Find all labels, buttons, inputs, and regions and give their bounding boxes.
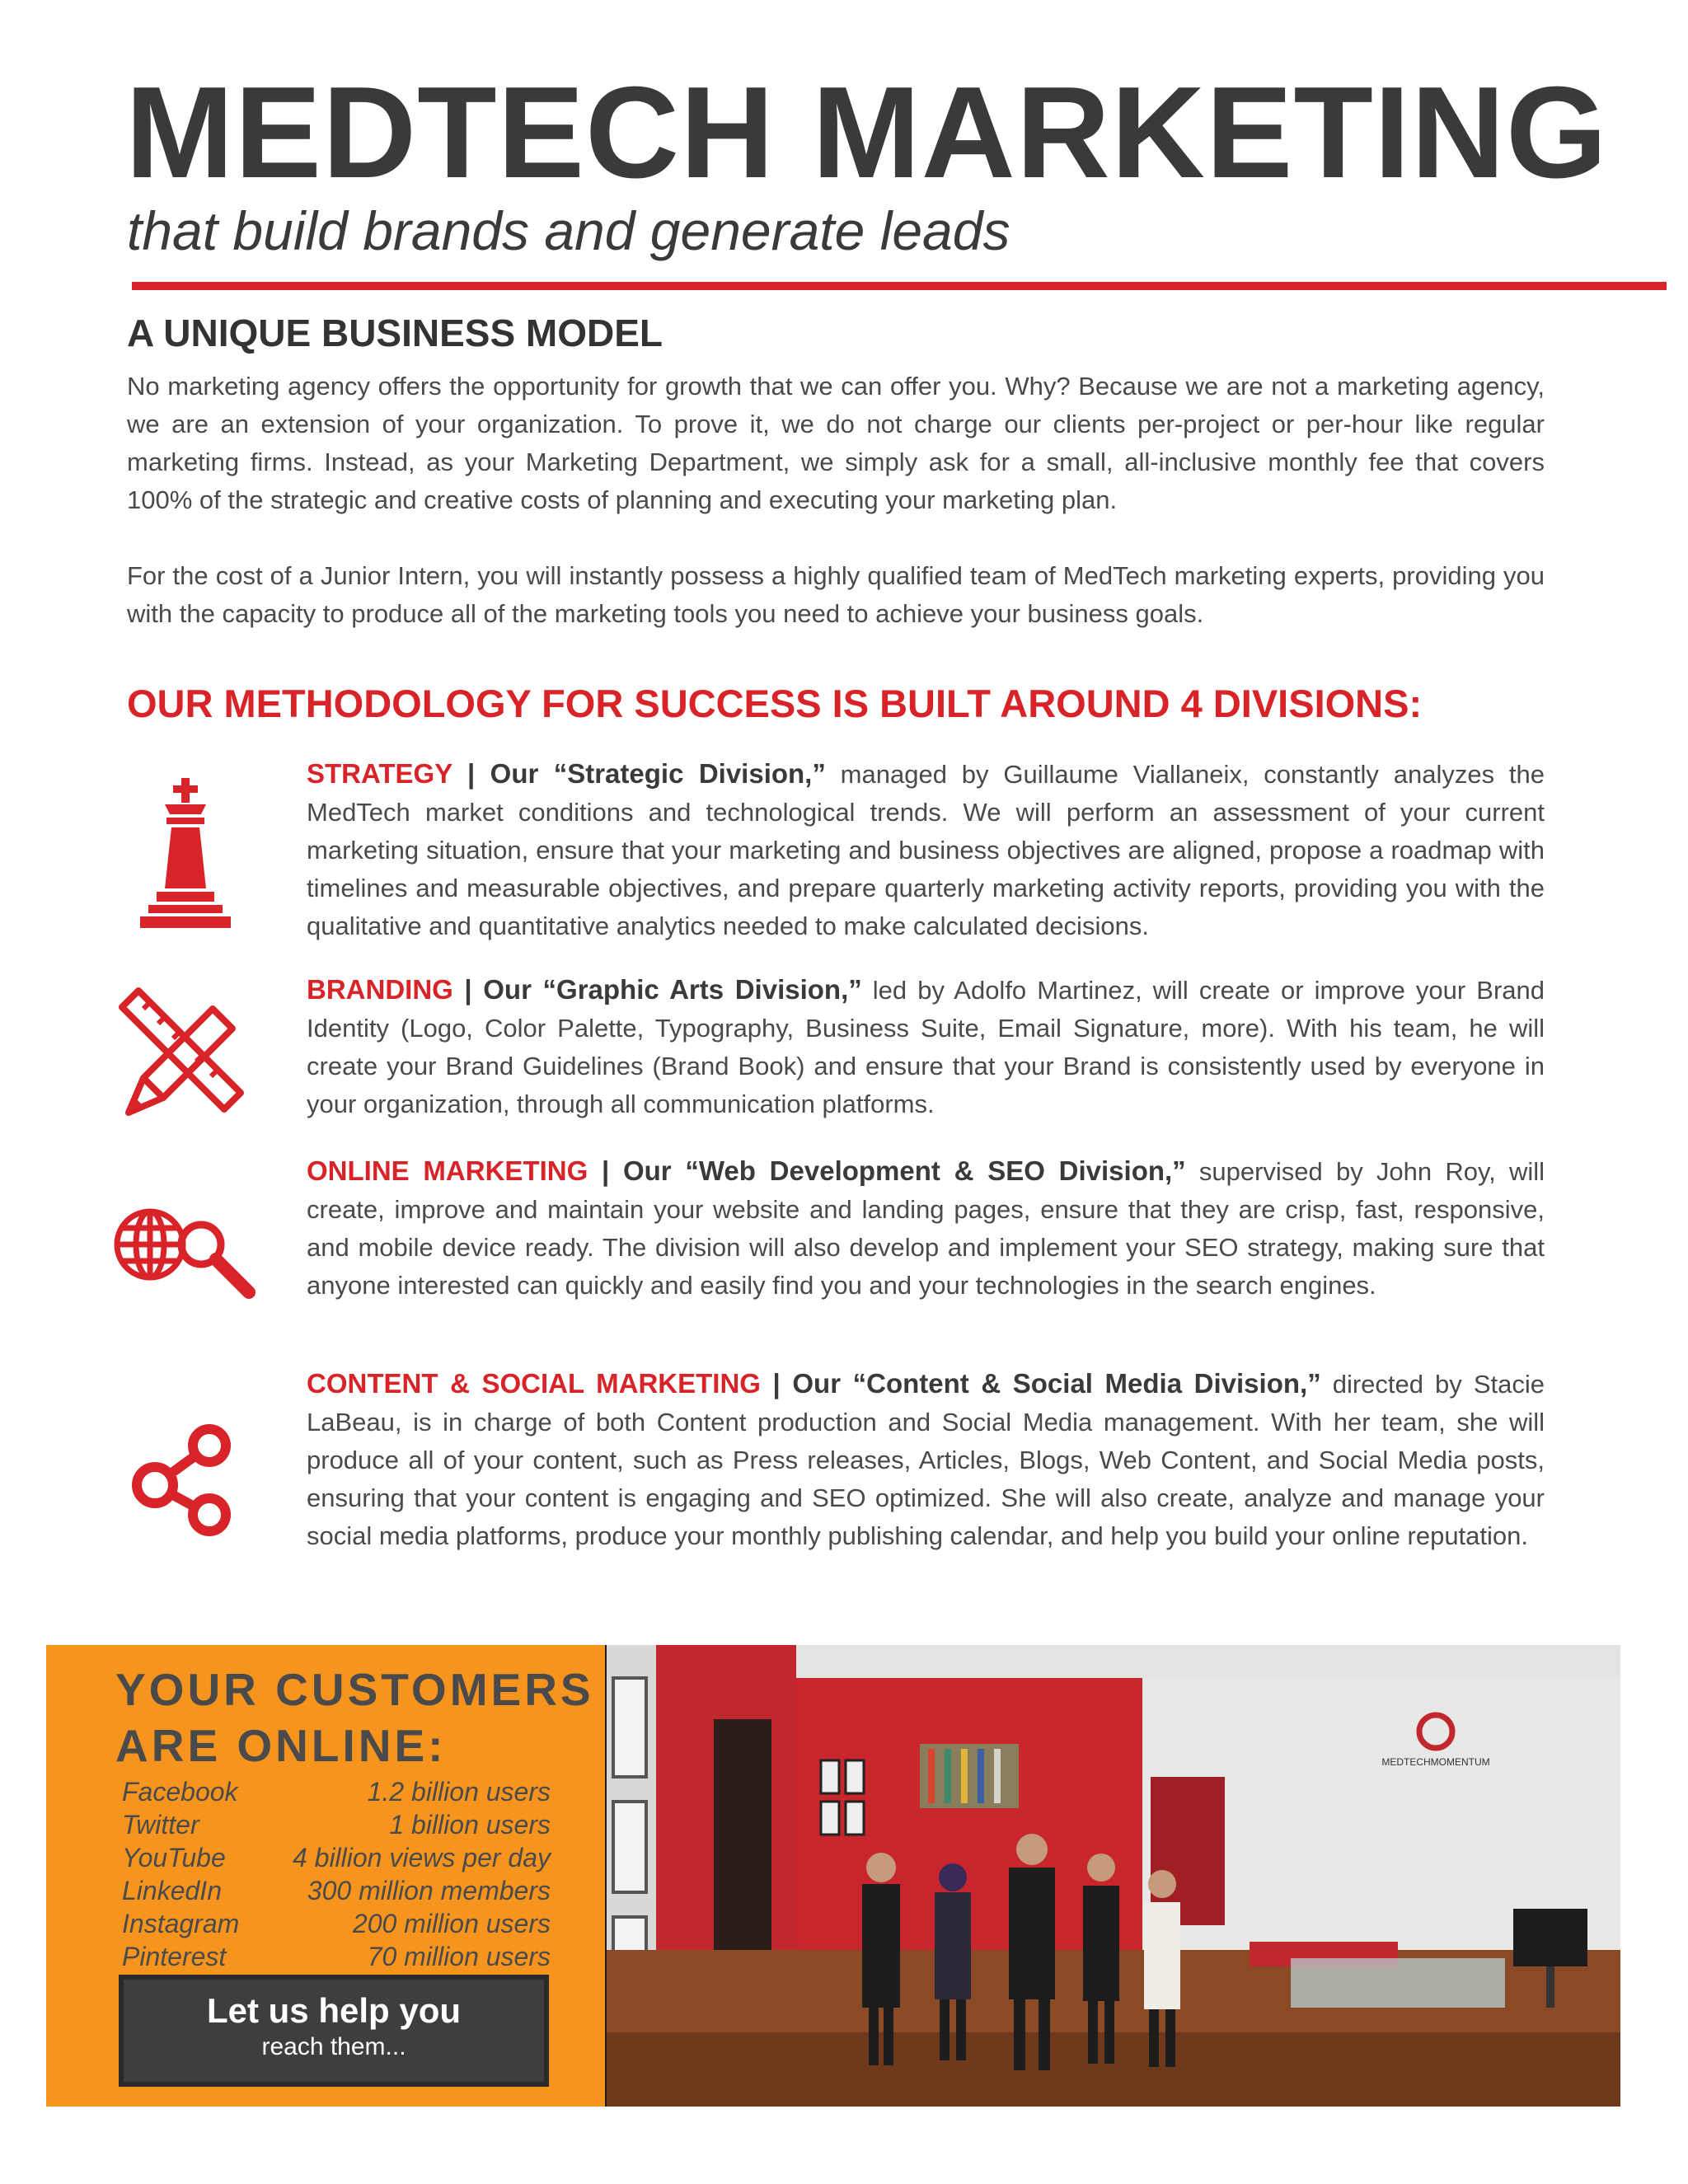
- stat-network: Instagram: [122, 1909, 240, 1938]
- division-description: managed by Guillaume Viallaneix, constantly analyzes the MedTech market conditions and technological trends. We will perform an assessment of your current marketing situation, ensure that your marketing and business objectives are aligned, propose a roadmap with timelines and measurable objectives, and prepare quarterly marketing activity reports, providing you with the qualitative and quantitative analytics needed to make calculated decisions.: [307, 760, 1545, 940]
- division-category: CONTENT & SOCIAL MARKETING: [307, 1368, 761, 1399]
- ruler-pencil-icon: [110, 981, 251, 1121]
- title-divider: [132, 282, 1667, 290]
- business-model-paragraph-2: For the cost of a Junior Intern, you will instantly possess a highly qualified team of MedTech marketing experts, providing you with the capacity to produce all of the marketing tools you need to achieve your business goals.: [127, 561, 1545, 628]
- stat-row-facebook: [122, 1775, 551, 1808]
- division-separator: |: [760, 1368, 793, 1399]
- chess-king-icon: [132, 776, 239, 930]
- stat-network: Pinterest: [122, 1942, 227, 1971]
- stat-value: 1 billion users: [389, 1810, 551, 1840]
- division-content-social: [307, 1365, 1545, 1555]
- stat-network: Twitter: [122, 1810, 199, 1840]
- business-model-paragraph-1: No marketing agency offers the opportunity for growth that we can offer you. Why? Because we are not a marketing agency, we are an extension of your organization. To prove it, we do not charge our clients per-project or per-hour like regular marketing firms. Instead, as your Marketing Department, we simply ask for a small, all-inclusive monthly fee that covers 100% of the strategic and creative costs of planning and executing your marketing plan.: [127, 372, 1545, 514]
- division-name: Our “Graphic Arts Division,”: [483, 974, 862, 1005]
- customers-panel: [46, 1645, 605, 2107]
- division-separator: |: [452, 974, 484, 1005]
- division-separator: |: [588, 1155, 623, 1186]
- help-cta-button[interactable]: [119, 1975, 549, 2087]
- stat-row-pinterest: [122, 1940, 551, 1973]
- customers-heading: YOUR CUSTOMERS ARE ONLINE:: [115, 1664, 594, 1771]
- stat-value: 300 million members: [307, 1876, 551, 1905]
- division-category: ONLINE MARKETING: [307, 1155, 588, 1186]
- stat-network: Facebook: [122, 1777, 238, 1807]
- page-subtitle: that build brands and generate leads: [127, 200, 1010, 261]
- division-description: supervised by John Roy, will create, improve and maintain your website and landing pages, ensure that they are crisp, fast, responsive, and mobile device ready. The division will also develop and implement your SEO strategy, making sure that anyone interested can quickly and easily find you and your technologies in the search engines.: [307, 1157, 1545, 1300]
- division-name: Our “Content & Social Media Division,”: [792, 1368, 1321, 1399]
- stat-row-twitter: [122, 1808, 551, 1841]
- division-branding: [307, 971, 1545, 1123]
- division-name: Our “Web Development & SEO Division,”: [622, 1155, 1186, 1186]
- division-category: BRANDING: [307, 974, 453, 1005]
- business-model-heading: A UNIQUE BUSINESS MODEL: [127, 312, 663, 354]
- division-online-marketing: [307, 1152, 1545, 1305]
- division-description: directed by Stacie LaBeau, is in charge of both Content production and Social Media management. With her team, she will produce all of your content, such as Press releases, Articles, Blogs, Web Content, and Social Media posts, ensuring that your content is engaging and SEO optimized. She will also create, analyze and manage your social media platforms, produce your monthly publishing calendar, and help you build your online reputation.: [307, 1370, 1545, 1550]
- division-category: STRATEGY: [307, 758, 452, 789]
- office-logo-text: MEDTECHMOMENTUM: [1381, 1756, 1490, 1768]
- office-team-photo: [607, 1645, 1620, 2107]
- cta-sub-label: reach them...: [261, 2033, 406, 2060]
- methodology-heading: OUR METHODOLOGY FOR SUCCESS IS BUILT AROUND 4 DIVISIONS:: [127, 682, 1423, 725]
- stat-value: 1.2 billion users: [367, 1777, 551, 1807]
- stat-network: LinkedIn: [122, 1876, 222, 1905]
- stat-row-instagram: [122, 1907, 551, 1940]
- stat-network: YouTube: [122, 1843, 226, 1872]
- division-strategy: [307, 755, 1545, 945]
- page-title: MEDTECH MARKETING: [125, 60, 1608, 205]
- stat-value: 4 billion views per day: [292, 1843, 551, 1872]
- stat-row-youtube: [122, 1841, 551, 1874]
- stat-value: 200 million users: [352, 1909, 551, 1938]
- customers-banner: [46, 1645, 1620, 2107]
- stat-row-linkedin: [122, 1874, 551, 1907]
- share-icon: [124, 1422, 239, 1538]
- division-name: Our “Strategic Division,”: [490, 758, 826, 789]
- stat-value: 70 million users: [367, 1942, 551, 1971]
- cta-main-label: Let us help you: [206, 1991, 462, 2030]
- globe-search-icon: [107, 1193, 259, 1301]
- division-description: led by Adolfo Martinez, will create or improve your Brand Identity (Logo, Color Palette, Typography, Business Suite, Email Signature, more). With his team, he will create your Brand Guidelines (Brand Book) and ensure that your Brand is consistently used by everyone in your organization, through all communication platforms.: [307, 976, 1545, 1118]
- division-separator: |: [452, 758, 490, 789]
